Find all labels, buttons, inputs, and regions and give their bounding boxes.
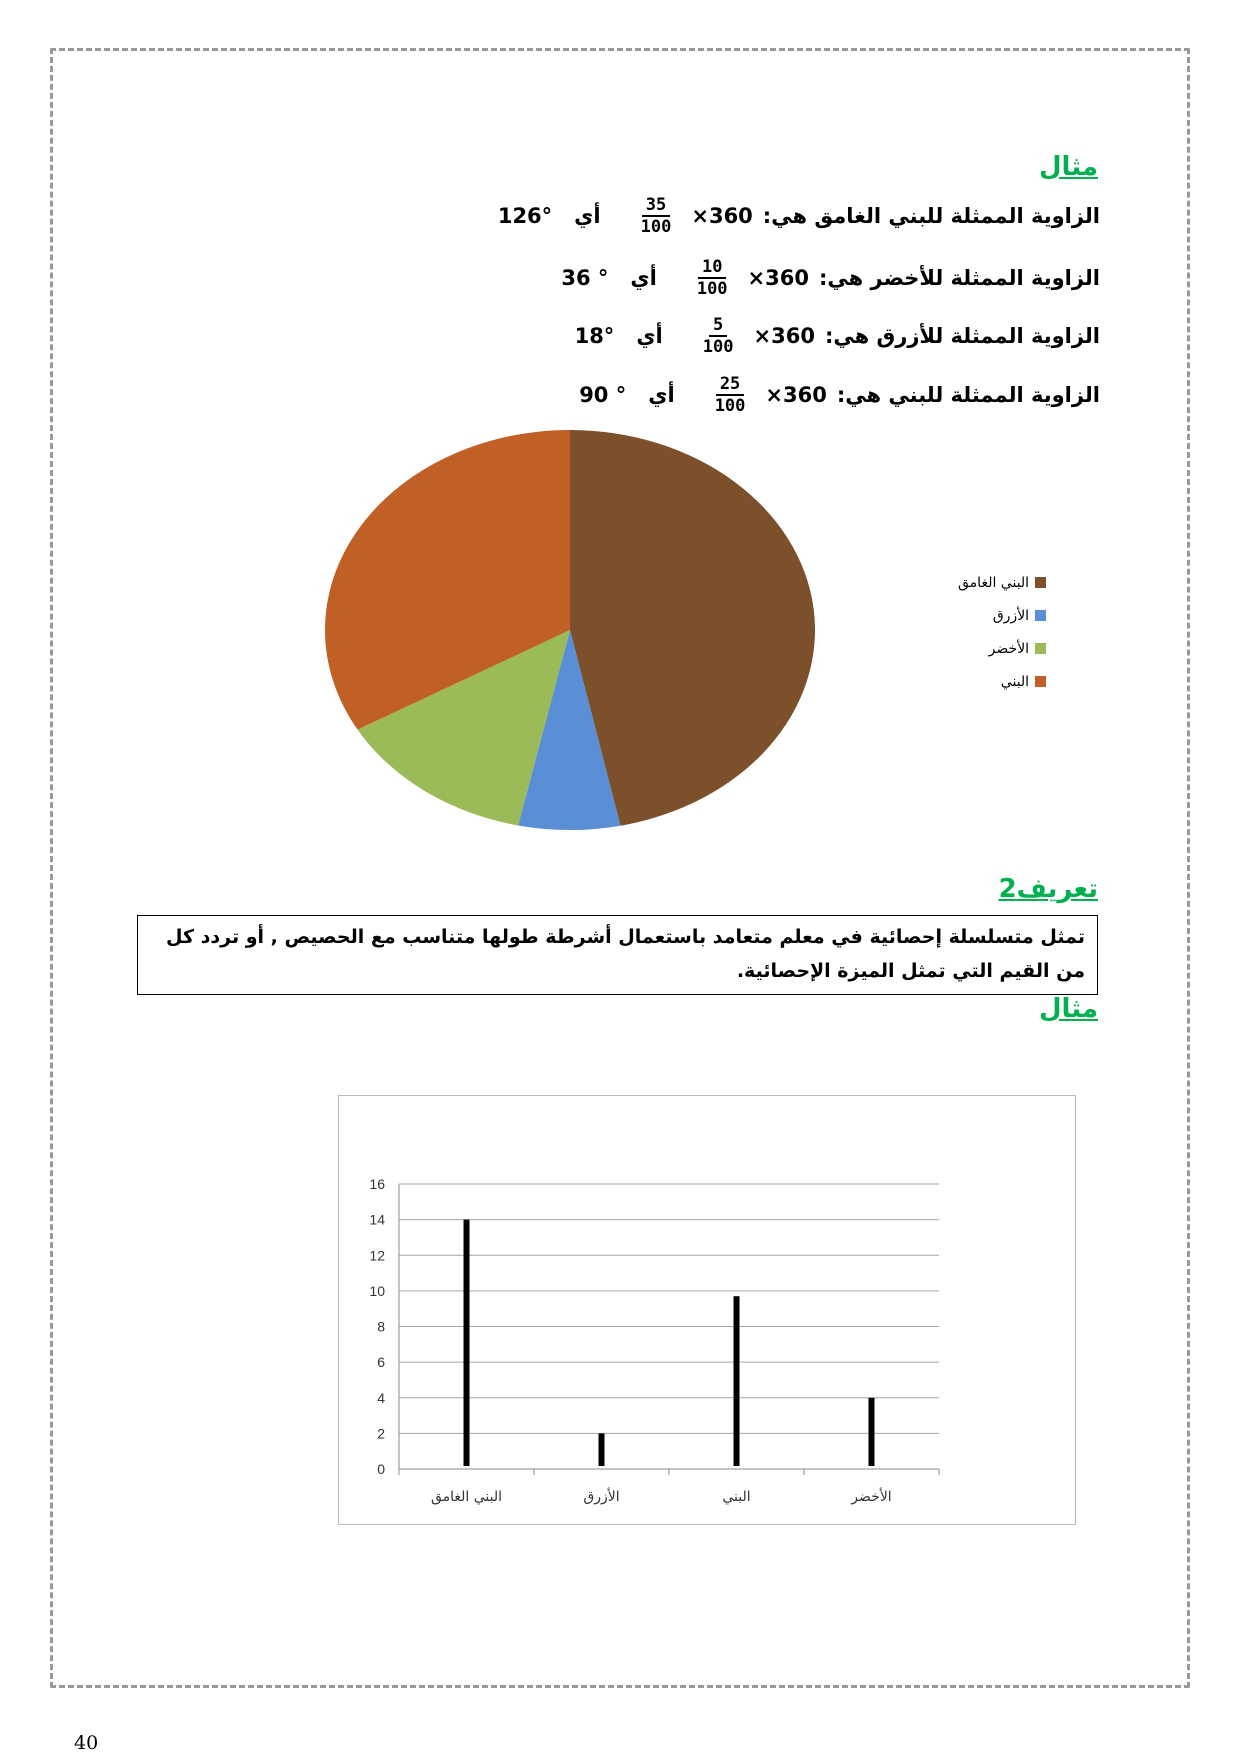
angle-ay: أي <box>636 324 663 348</box>
legend-label: البني <box>1000 673 1030 690</box>
angle-line <box>579 375 1100 415</box>
angle-result: 18° <box>574 324 615 348</box>
fraction <box>703 315 734 357</box>
pie-slice <box>570 430 815 826</box>
angle-line <box>498 196 1100 236</box>
angle-label: الزاوية الممثلة للبني الغامق هي: <box>762 204 1100 228</box>
angle-factor: 360× <box>747 266 809 290</box>
y-tick-label: 10 <box>369 1282 385 1299</box>
y-tick-label: 16 <box>369 1176 385 1192</box>
fraction-numerator: 10 <box>698 257 726 279</box>
bar <box>599 1433 605 1466</box>
legend-item <box>958 566 1046 599</box>
angle-label: الزاوية الممثلة للبني هي: <box>836 383 1100 407</box>
fraction-numerator: 35 <box>642 195 670 217</box>
fraction-denominator: 100 <box>696 279 728 299</box>
legend-swatch <box>1035 643 1046 654</box>
definition-text: تمثل متسلسلة إحصائية في معلم متعامد باستعمال أشرطة طولها متناسب مع الحصيص , أو تردد كل من القيم التي تمثل الميزة الإحصائية. <box>166 926 1085 982</box>
legend-item <box>958 665 1046 698</box>
legend-label: الأزرق <box>992 607 1030 624</box>
definition-box <box>137 915 1098 995</box>
angle-ay: أي <box>630 266 657 290</box>
legend-swatch <box>1035 577 1046 588</box>
x-tick-label: البني الغامق <box>430 1489 503 1505</box>
fraction-denominator: 100 <box>702 337 734 357</box>
legend-item <box>958 599 1046 632</box>
legend-label: البني الغامق <box>958 574 1030 591</box>
bar-chart-frame <box>338 1095 1076 1525</box>
angle-ay: أي <box>648 383 675 407</box>
x-tick-label: الأخضر <box>851 1489 892 1505</box>
legend-label: الأخضر <box>988 640 1030 657</box>
angle-label: الزاوية الممثلة للأخضر هي: <box>819 266 1100 290</box>
definition-heading: تعريف2 <box>998 874 1098 904</box>
legend-swatch <box>1035 610 1046 621</box>
y-tick-label: 2 <box>377 1425 385 1442</box>
fraction-denominator: 100 <box>640 217 672 237</box>
fraction <box>641 195 672 237</box>
fraction-numerator: 5 <box>709 315 727 337</box>
bar <box>464 1220 470 1466</box>
angle-result: 36 ° <box>561 266 609 290</box>
pie-legend <box>958 566 1046 698</box>
angle-factor: 360× <box>765 383 827 407</box>
angle-factor: 360× <box>753 324 815 348</box>
y-tick-label: 14 <box>369 1211 385 1228</box>
fraction-numerator: 25 <box>716 374 744 396</box>
angle-result: 90 ° <box>579 383 627 407</box>
angle-label: الزاوية الممثلة للأزرق هي: <box>824 324 1100 348</box>
y-tick-label: 8 <box>377 1318 385 1335</box>
angle-ay: أي <box>574 204 601 228</box>
fraction <box>715 374 746 416</box>
y-tick-label: 0 <box>377 1461 385 1477</box>
pie-chart <box>320 425 840 845</box>
bar <box>869 1398 875 1466</box>
example-heading-1: مثال <box>1038 152 1098 182</box>
y-tick-label: 12 <box>369 1247 385 1264</box>
bar-chart <box>339 1096 1074 1523</box>
x-tick-label: البني <box>722 1489 751 1505</box>
x-tick-label: الأزرق <box>583 1489 620 1505</box>
example-heading-2: مثال <box>1038 994 1098 1024</box>
legend-item <box>958 632 1046 665</box>
angle-line <box>575 316 1100 356</box>
page-number: 40 <box>74 1732 99 1754</box>
angle-line <box>561 258 1100 298</box>
angle-factor: 360× <box>691 204 753 228</box>
legend-swatch <box>1035 676 1046 687</box>
y-tick-label: 4 <box>377 1389 385 1406</box>
y-tick-label: 6 <box>377 1354 385 1371</box>
fraction <box>697 257 728 299</box>
bar <box>734 1296 740 1466</box>
fraction-denominator: 100 <box>714 396 746 416</box>
angle-result: 126° <box>497 204 553 228</box>
